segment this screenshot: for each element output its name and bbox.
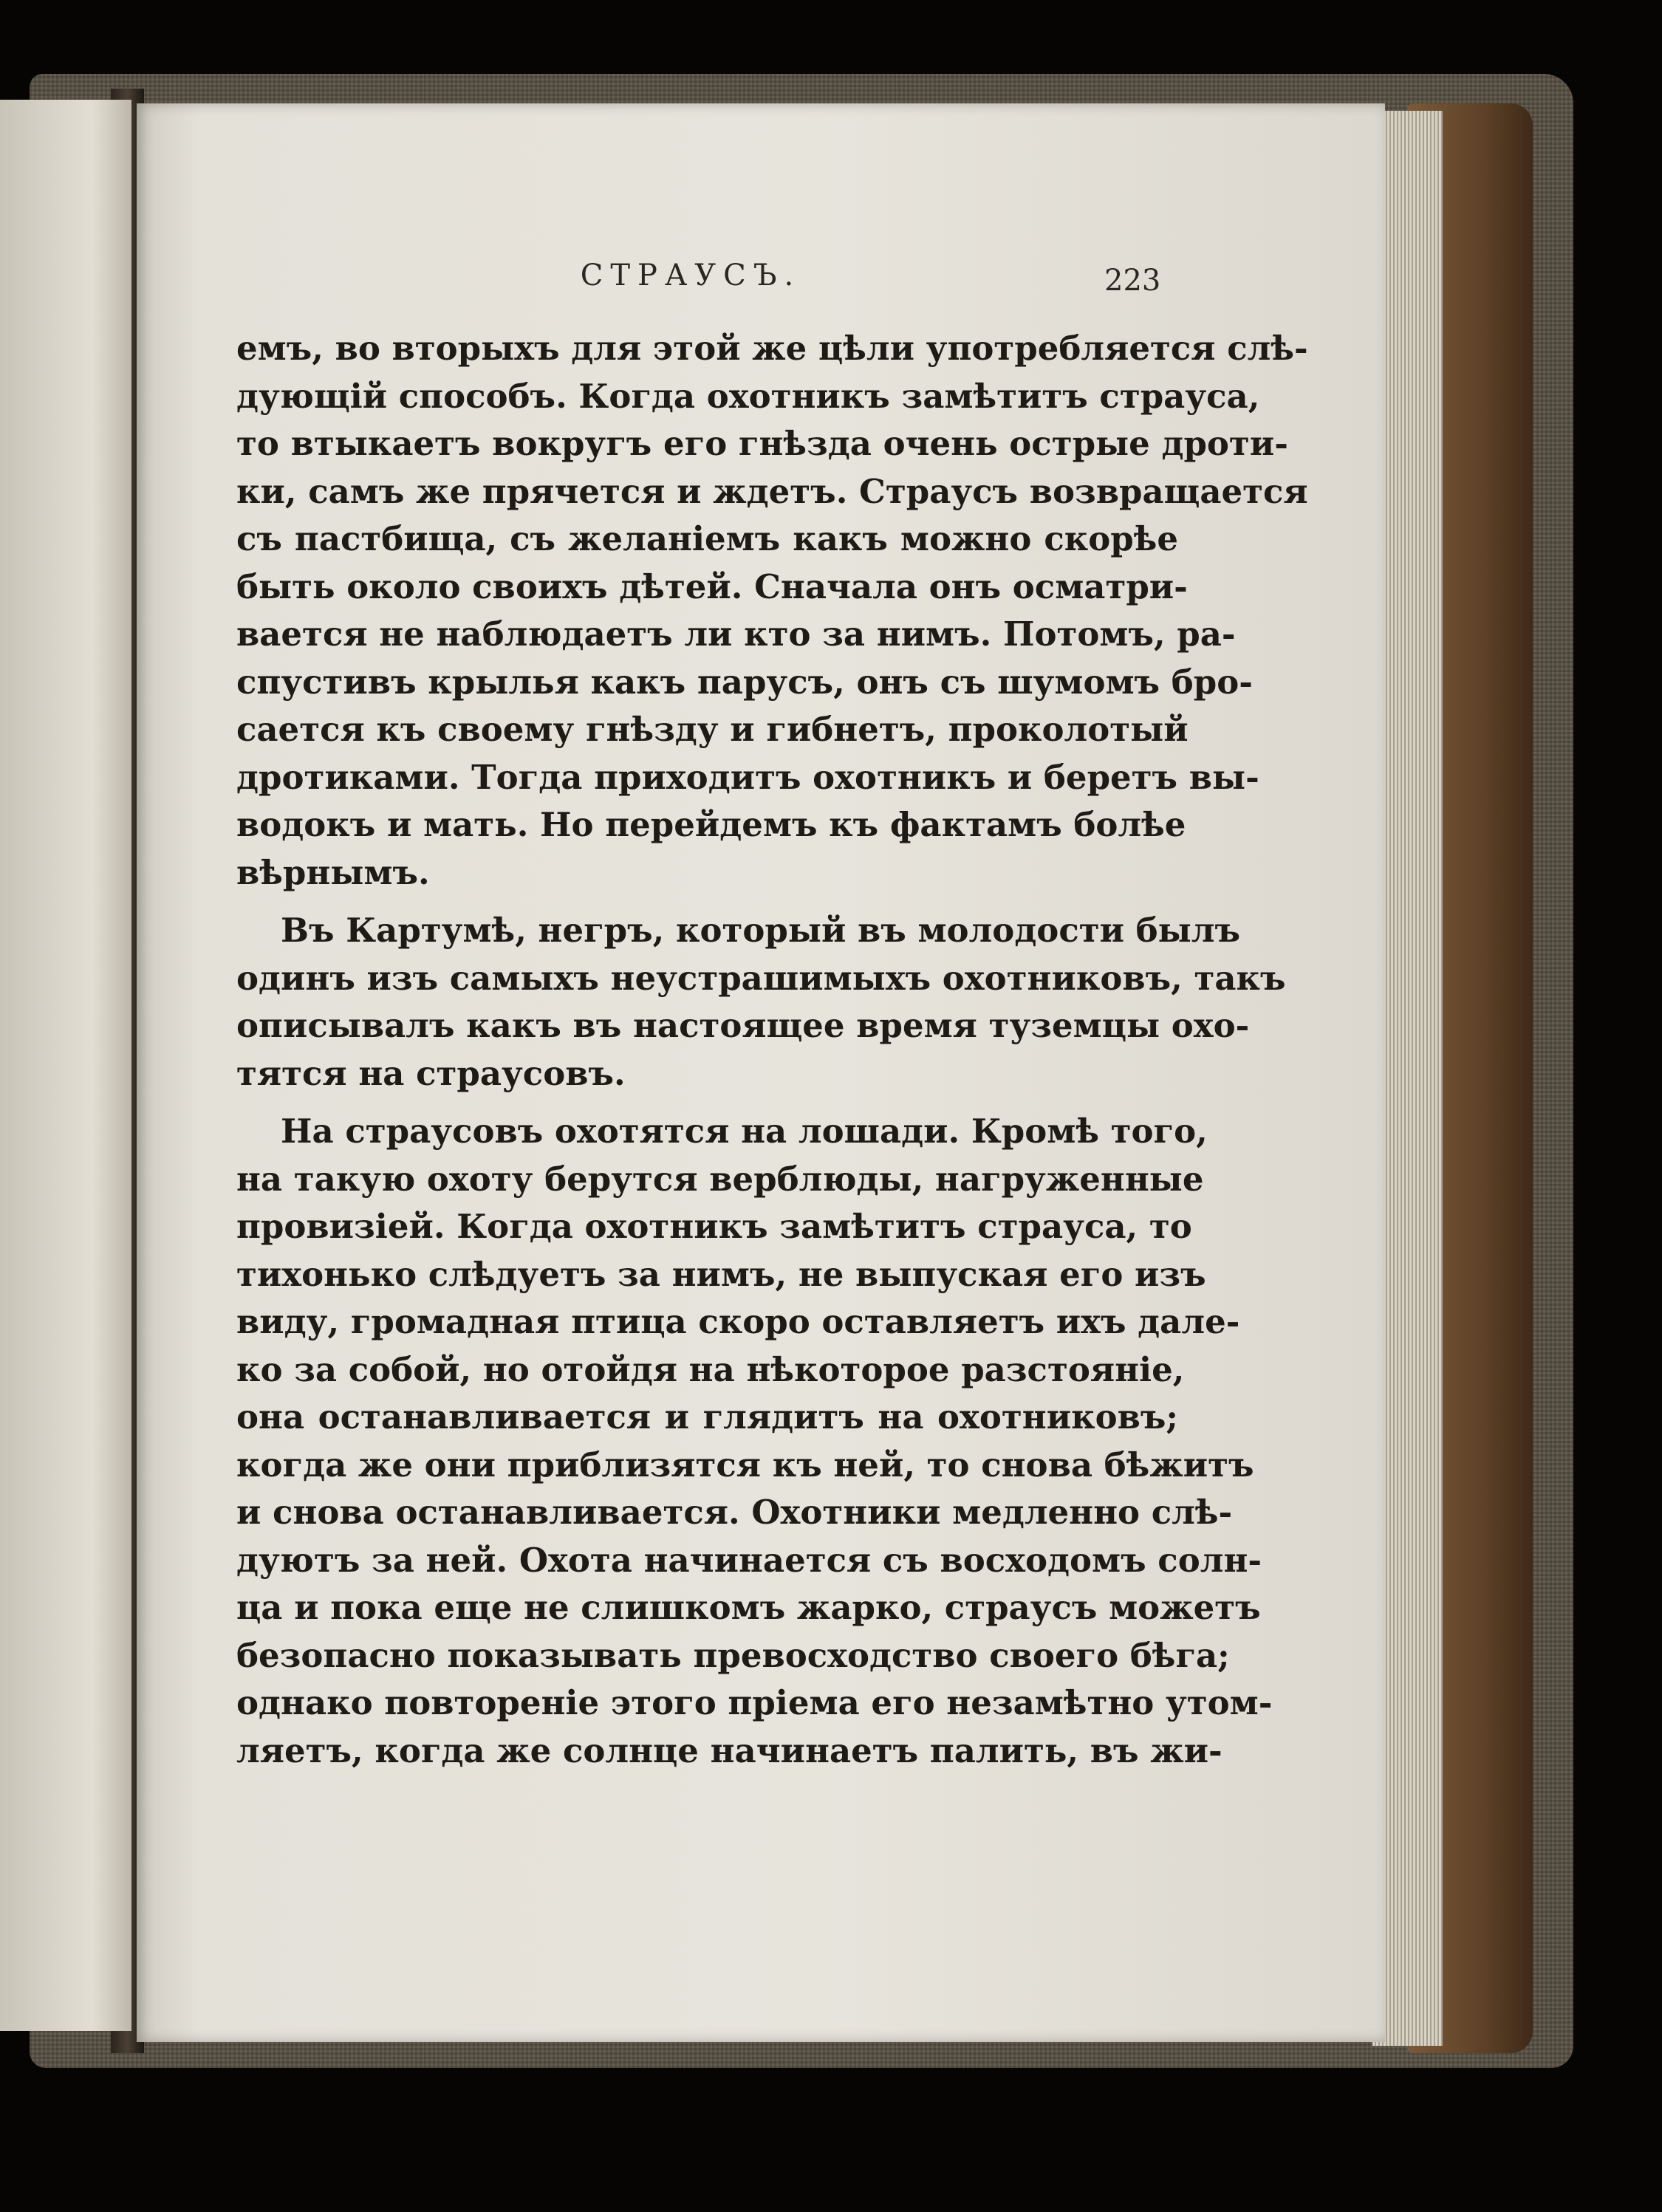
text-line: и снова останавливается. Охотники медленно слѣ- [236, 1493, 1233, 1532]
text-line: водокъ и мать. Но перейдемъ къ фактамъ болѣе [236, 805, 1186, 844]
body-text [236, 325, 1308, 1775]
text-line: когда же они приблизятся къ ней, то снова бѣжитъ [236, 1445, 1254, 1485]
paragraph-gap [236, 1098, 1178, 1108]
text-line: Въ Картумѣ, негръ, который въ молодости былъ [281, 911, 1241, 950]
text-line: безопасно показывать превосходство своего бѣга; [236, 1635, 1230, 1675]
text-line: она останавливается и глядитъ на охотниковъ; [236, 1397, 1178, 1437]
text-line: съ пастбища, съ желаніемъ какъ можно скорѣе [236, 519, 1178, 558]
text-line: На страусовъ охотятся на лошади. Кромѣ того, [281, 1112, 1208, 1151]
running-head: СТРАУСЪ. [580, 258, 801, 292]
left-page [0, 100, 131, 2031]
text-line: емъ, во вторыхъ для этой же цѣли употребляется слѣ- [236, 329, 1308, 368]
text-line: дующій способъ. Когда охотникъ замѣтитъ страуса, [236, 376, 1260, 416]
text-line: на такую охоту берутся верблюды, нагруженные [236, 1159, 1204, 1199]
text-line: виду, громадная птица скоро оставляетъ ихъ дале- [236, 1302, 1240, 1341]
text-line: одинъ изъ самыхъ неустрашимыхъ охотниковъ, такъ [236, 958, 1286, 998]
text-line: ца и пока еще не слишкомъ жарко, страусъ можетъ [236, 1588, 1261, 1627]
text-line: ко за собой, но отойдя на нѣкоторое разстояніе, [236, 1349, 1185, 1389]
paragraph-gap [236, 897, 1178, 907]
paragraph [236, 1108, 1273, 1775]
text-line: описывалъ какъ въ настоящее время туземцы охо- [236, 1006, 1250, 1045]
page-number: 223 [1104, 264, 1161, 298]
text-line: то втыкаетъ вокругъ его гнѣзда очень острые дроти- [236, 424, 1288, 463]
text-line: дротиками. Тогда приходитъ охотникъ и беретъ вы- [236, 757, 1259, 797]
text-line: дуютъ за ней. Охота начинается съ восходомъ солн- [236, 1540, 1262, 1580]
text-line: быть около своихъ дѣтей. Сначала онъ осматри- [236, 566, 1188, 606]
paragraph [236, 907, 1286, 1098]
text-line: сается къ своему гнѣзду и гибнетъ, проколотый [236, 710, 1189, 749]
text-line: тятся на страусовъ. [236, 1053, 626, 1093]
paragraph [236, 325, 1308, 897]
text-line: спустивъ крылья какъ парусъ, онъ съ шумомъ бро- [236, 662, 1253, 702]
text-line: тихонько слѣдуетъ за нимъ, не выпуская его изъ [236, 1254, 1206, 1294]
text-line: ляетъ, когда же солнце начинаетъ палить, въ жи- [236, 1730, 1222, 1770]
text-line: вѣрнымъ. [236, 852, 430, 892]
text-line: однако повтореніе этого пріема его незамѣтно утом- [236, 1683, 1273, 1722]
text-line: ки, самъ же прячется и ждетъ. Страусъ возвращается [236, 471, 1308, 511]
text-line: вается не наблюдаетъ ли кто за нимъ. Потомъ, ра- [236, 614, 1236, 654]
text-line: провизіей. Когда охотникъ замѣтитъ страуса, то [236, 1207, 1192, 1246]
